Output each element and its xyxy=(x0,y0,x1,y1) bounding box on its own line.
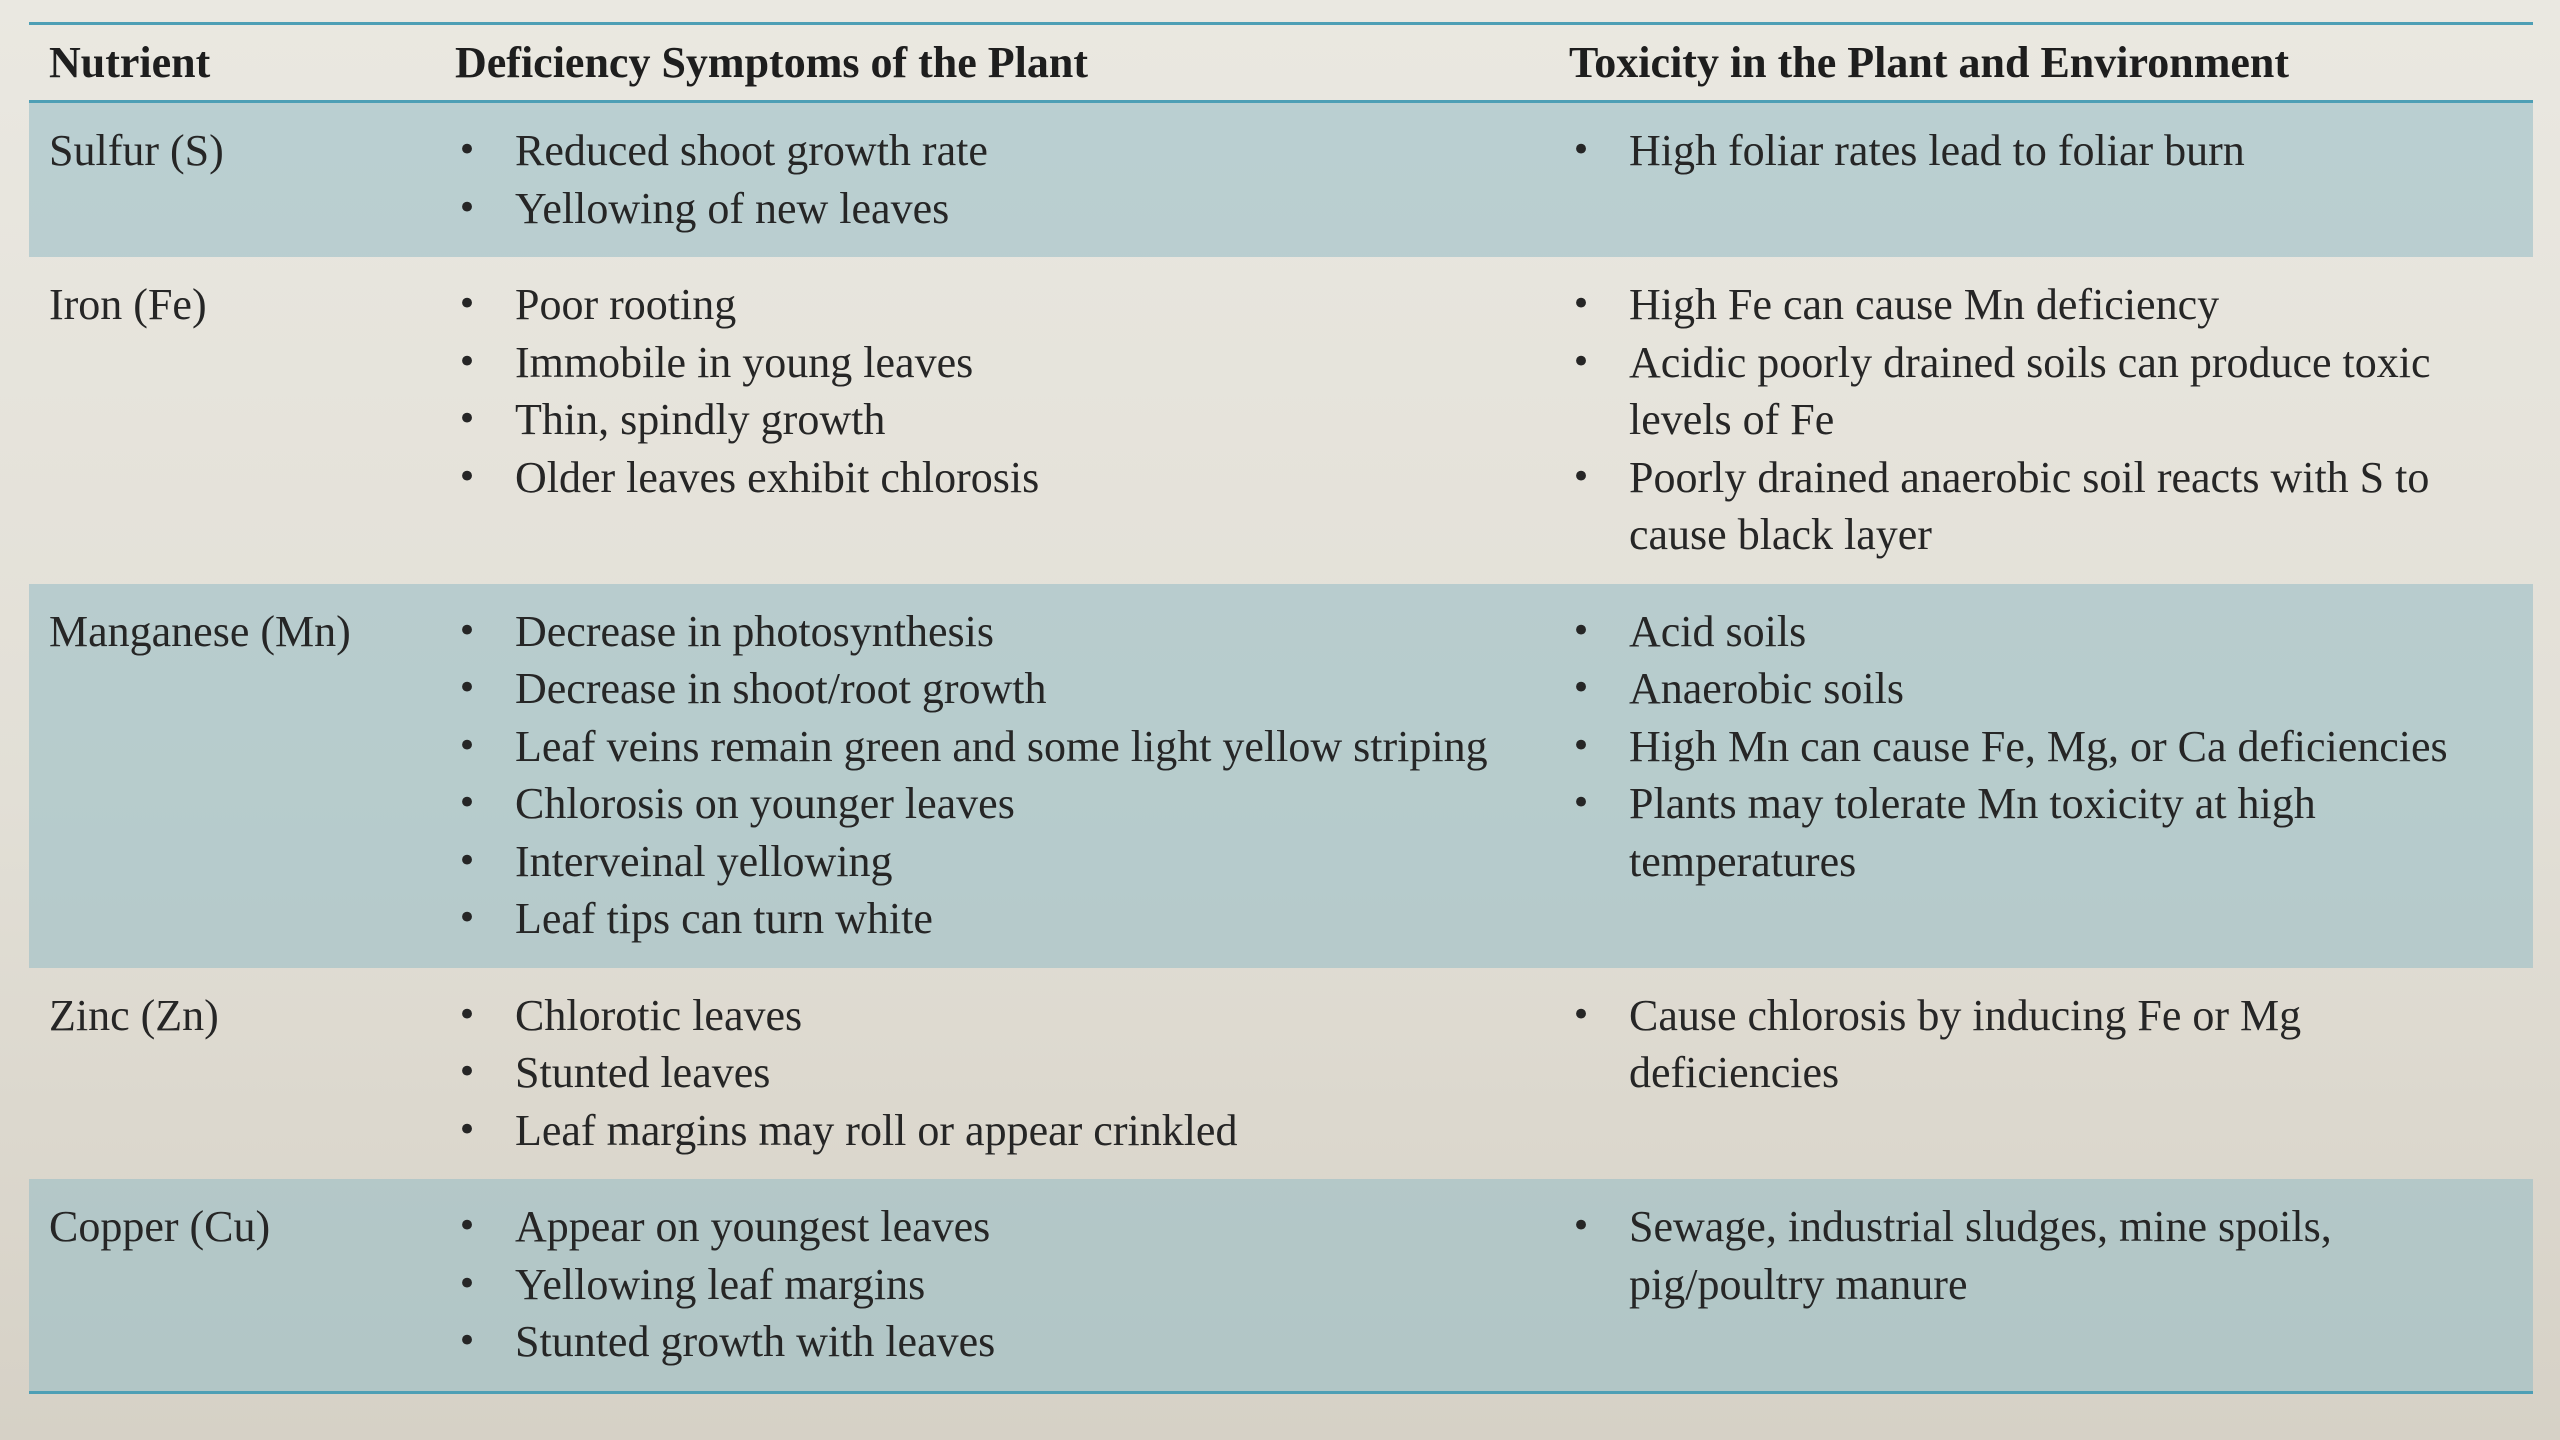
bullet-icon: • xyxy=(456,840,478,881)
bullet-text: Plants may tolerate Mn toxicity at high temperatures xyxy=(1629,779,2316,886)
nutrient-cell: Manganese (Mn) xyxy=(29,584,441,968)
bullet-text: Older leaves exhibit chlorosis xyxy=(515,452,1040,502)
bullet-text: Sewage, industrial sludges, mine spoils, pig/poultry manure xyxy=(1629,1202,2332,1309)
bullet-icon: • xyxy=(1570,610,1592,651)
toxicity-cell xyxy=(1555,968,2533,1180)
deficiency-item xyxy=(455,449,1535,507)
bullet-icon: • xyxy=(456,341,478,382)
bullet-icon: • xyxy=(456,1263,478,1304)
deficiency-cell xyxy=(441,584,1555,968)
bullet-icon: • xyxy=(456,994,478,1035)
bullet-icon: • xyxy=(1570,456,1592,497)
header-deficiency: Deficiency Symptoms of the Plant xyxy=(441,24,1555,102)
bullet-icon: • xyxy=(456,610,478,651)
bullet-text: Leaf tips can turn white xyxy=(515,894,933,943)
bullet-icon: • xyxy=(1570,725,1592,766)
table-row xyxy=(29,257,2533,584)
bullet-icon: • xyxy=(456,187,478,228)
toxicity-item xyxy=(1569,276,2513,334)
deficiency-item xyxy=(455,334,1535,392)
nutrient-cell: Iron (Fe) xyxy=(49,280,207,329)
deficiency-item xyxy=(455,833,1535,891)
bullet-text: Cause chlorosis by inducing Fe or Mg deficiencies xyxy=(1629,990,2302,1097)
bullet-icon: • xyxy=(1570,341,1592,382)
deficiency-item xyxy=(455,718,1535,776)
toxicity-list xyxy=(1569,276,2513,564)
bullet-icon: • xyxy=(1570,783,1592,823)
toxicity-item xyxy=(1569,775,2513,890)
header-nutrient: Nutrient xyxy=(29,24,441,102)
bullet-text: Yellowing of new leaves xyxy=(515,183,950,233)
deficiency-item xyxy=(455,391,1535,449)
nutrient-cell: Zinc (Zn) xyxy=(49,990,219,1040)
bullet-text: Appear on youngest leaves xyxy=(515,1202,991,1251)
toxicity-list xyxy=(1569,603,2513,891)
bullet-text: Chlorosis on younger leaves xyxy=(515,779,1015,828)
bullet-text: Yellowing leaf margins xyxy=(515,1259,926,1309)
table-row xyxy=(29,584,2533,968)
deficiency-item xyxy=(455,603,1535,661)
bullet-text: Acid soils xyxy=(1629,606,1807,656)
bullet-text: Acidic poorly drained soils can produce toxic levels of Fe xyxy=(1629,337,2431,444)
bullet-icon: • xyxy=(456,1321,478,1361)
toxicity-cell xyxy=(1555,1179,2533,1392)
deficiency-item xyxy=(455,1256,1535,1314)
deficiency-item xyxy=(455,775,1535,833)
toxicity-cell xyxy=(1555,102,2533,258)
bullet-text: Chlorotic leaves xyxy=(515,990,803,1040)
bullet-text: Stunted growth with leaves xyxy=(515,1317,996,1366)
bullet-icon: • xyxy=(456,668,478,708)
bullet-icon: • xyxy=(456,1109,478,1150)
deficiency-item xyxy=(455,1198,1535,1256)
table-row xyxy=(29,968,2533,1180)
toxicity-item xyxy=(1569,718,2513,776)
deficiency-list xyxy=(455,276,1535,506)
table-header-row xyxy=(29,24,2533,102)
toxicity-list xyxy=(1569,122,2513,180)
deficiency-cell xyxy=(441,968,1555,1180)
deficiency-cell xyxy=(441,102,1555,258)
toxicity-item xyxy=(1569,449,2513,564)
deficiency-cell xyxy=(441,1179,1555,1392)
bullet-text: Stunted leaves xyxy=(515,1048,771,1097)
bullet-icon: • xyxy=(456,783,478,823)
toxicity-item xyxy=(1569,660,2513,718)
table-row xyxy=(29,102,2533,258)
bullet-text: Poorly drained anaerobic soil reacts with S to cause black layer xyxy=(1629,452,2430,559)
deficiency-item xyxy=(455,1102,1535,1160)
bullet-text: Decrease in photosynthesis xyxy=(515,606,994,656)
toxicity-item xyxy=(1569,122,2513,180)
deficiency-item xyxy=(455,122,1535,180)
bullet-text: Leaf margins may roll or appear crinkled xyxy=(515,1105,1238,1155)
bullet-icon: • xyxy=(1570,994,1592,1035)
header-toxicity: Toxicity in the Plant and Environment xyxy=(1555,24,2533,102)
bullet-icon: • xyxy=(456,898,478,938)
bullet-text: High Fe can cause Mn deficiency xyxy=(1629,280,2220,329)
bullet-icon: • xyxy=(456,284,478,324)
bullet-icon: • xyxy=(1570,668,1592,708)
bullet-icon: • xyxy=(456,1052,478,1092)
bullet-text: Decrease in shoot/root growth xyxy=(515,664,1047,713)
deficiency-list xyxy=(455,603,1535,948)
toxicity-cell xyxy=(1555,584,2533,968)
deficiency-item xyxy=(455,1044,1535,1102)
deficiency-item xyxy=(455,180,1535,238)
table-body xyxy=(29,102,2533,1393)
bullet-icon: • xyxy=(456,1206,478,1246)
bullet-text: Anaerobic soils xyxy=(1629,664,1904,713)
bullet-text: Immobile in young leaves xyxy=(515,337,974,387)
bullet-text: Reduced shoot growth rate xyxy=(515,126,988,175)
nutrient-table xyxy=(29,22,2533,1394)
bullet-text: Thin, spindly growth xyxy=(515,395,886,444)
bullet-text: High Mn can cause Fe, Mg, or Ca deficiencies xyxy=(1629,721,2448,771)
deficiency-item xyxy=(455,276,1535,334)
toxicity-item xyxy=(1569,987,2513,1102)
bullet-text: High foliar rates lead to foliar burn xyxy=(1629,126,2245,175)
bullet-icon: • xyxy=(456,725,478,766)
nutrient-cell: Sulfur (S) xyxy=(29,102,441,258)
deficiency-item xyxy=(455,660,1535,718)
toxicity-item xyxy=(1569,334,2513,449)
deficiency-list xyxy=(455,122,1535,237)
toxicity-item xyxy=(1569,603,2513,661)
bullet-icon: • xyxy=(1570,1206,1592,1246)
deficiency-item xyxy=(455,987,1535,1045)
deficiency-item xyxy=(455,1313,1535,1371)
toxicity-list xyxy=(1569,1198,2513,1313)
toxicity-item xyxy=(1569,1198,2513,1313)
table-row xyxy=(29,1179,2533,1392)
toxicity-cell xyxy=(1555,257,2533,584)
bullet-text: Leaf veins remain green and some light yellow striping xyxy=(515,721,1488,771)
bullet-text: Interveinal yellowing xyxy=(515,836,893,886)
bullet-text: Poor rooting xyxy=(515,280,737,329)
bullet-icon: • xyxy=(456,399,478,439)
deficiency-list xyxy=(455,987,1535,1160)
nutrient-table-container xyxy=(29,22,2533,1394)
deficiency-cell xyxy=(441,257,1555,584)
deficiency-list xyxy=(455,1198,1535,1371)
nutrient-cell: Copper (Cu) xyxy=(29,1179,441,1392)
bullet-icon: • xyxy=(1570,284,1592,324)
toxicity-list xyxy=(1569,987,2513,1102)
bullet-icon: • xyxy=(456,456,478,497)
deficiency-item xyxy=(455,890,1535,948)
bullet-icon: • xyxy=(1570,130,1592,170)
bullet-icon: • xyxy=(456,130,478,170)
